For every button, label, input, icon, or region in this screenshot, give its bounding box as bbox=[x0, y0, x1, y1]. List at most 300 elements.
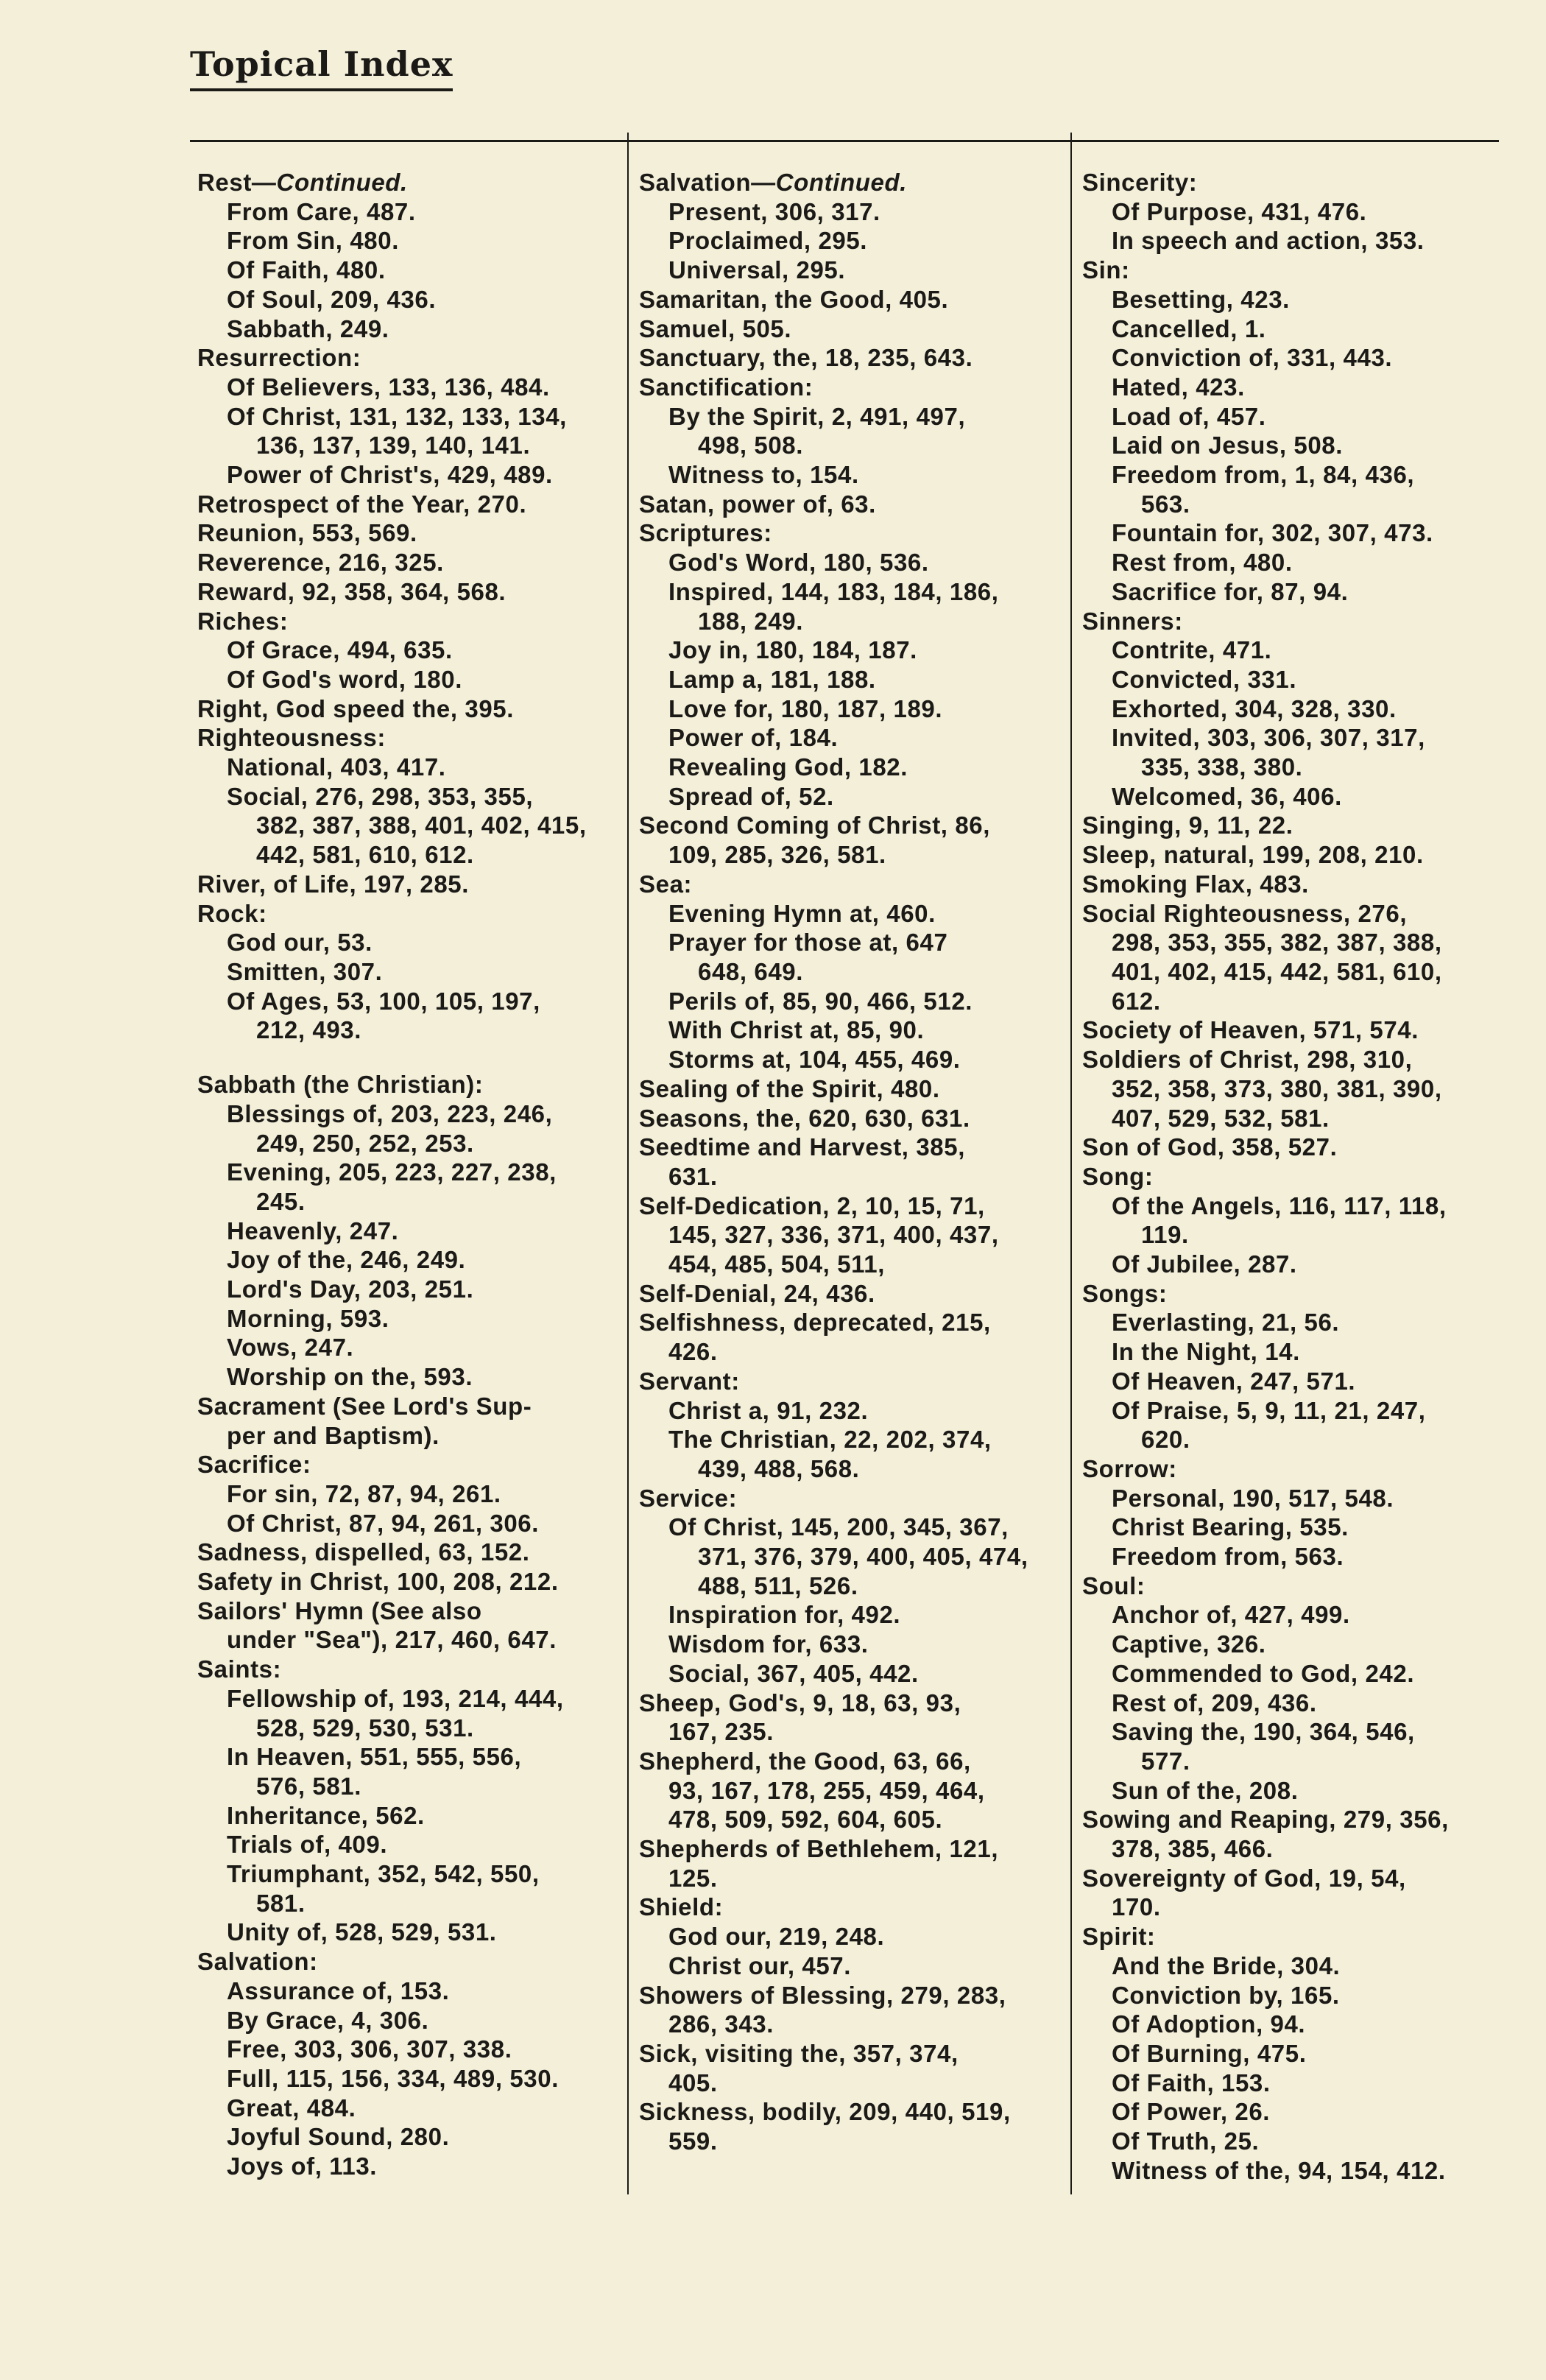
entry-text: From Care, 487. bbox=[227, 197, 416, 225]
index-heading bbox=[1082, 899, 1509, 929]
index-subentry bbox=[639, 1659, 1066, 1689]
index-heading bbox=[639, 1367, 1066, 1396]
index-subentry bbox=[197, 226, 624, 256]
entry-text: Spread of, 52. bbox=[668, 782, 834, 810]
index-subentry bbox=[197, 1918, 624, 1947]
entry-text: Social, 367, 405, 442. bbox=[668, 1659, 919, 1687]
entry-text: 245. bbox=[256, 1187, 306, 1215]
column-divider bbox=[1070, 133, 1072, 2194]
entry-text: Righteousness: bbox=[197, 724, 386, 752]
entry-text: Fountain for, 302, 307, 473. bbox=[1112, 519, 1433, 547]
index-subentry bbox=[639, 548, 1066, 577]
index-heading bbox=[639, 1689, 1066, 1718]
index-subentry bbox=[197, 1217, 624, 1246]
index-subentry bbox=[639, 402, 1066, 432]
entry-text: Salvation— bbox=[639, 169, 776, 196]
index-heading bbox=[639, 1981, 1066, 2010]
index-subentry bbox=[1082, 460, 1509, 490]
index-continuation bbox=[1082, 753, 1509, 782]
entry-text: Scriptures: bbox=[639, 519, 772, 547]
index-heading bbox=[197, 1450, 624, 1479]
entry-text: Free, 303, 306, 307, 338. bbox=[227, 2035, 512, 2063]
entry-text: Unity of, 528, 529, 531. bbox=[227, 1918, 497, 1946]
index-subentry bbox=[1082, 314, 1509, 344]
entry-text: Sin: bbox=[1082, 256, 1130, 284]
index-subentry bbox=[639, 1776, 1066, 1806]
index-subentry bbox=[197, 285, 624, 314]
index-heading bbox=[197, 1070, 624, 1099]
entry-text: Soul: bbox=[1082, 1571, 1146, 1599]
entry-text: Conviction of, 331, 443. bbox=[1112, 344, 1393, 372]
index-subentry bbox=[197, 1859, 624, 1889]
index-subentry bbox=[197, 1158, 624, 1187]
entry-text: Sleep, natural, 199, 208, 210. bbox=[1082, 841, 1424, 869]
entry-text: Hated, 423. bbox=[1112, 373, 1245, 401]
entry-text: And the Bride, 304. bbox=[1112, 1951, 1341, 1979]
index-heading bbox=[1082, 1045, 1509, 1074]
index-continuation bbox=[197, 431, 624, 460]
index-subentry bbox=[197, 197, 624, 227]
page-title: Topical Index bbox=[190, 43, 453, 91]
index-heading bbox=[1082, 607, 1509, 636]
entry-text: 405. bbox=[668, 2069, 718, 2096]
index-subentry bbox=[1082, 1893, 1509, 1922]
index-continuation bbox=[197, 1889, 624, 1918]
entry-text: per and Baptism). bbox=[227, 1421, 440, 1449]
index-subentry bbox=[197, 1801, 624, 1831]
continued-label: Continued. bbox=[775, 169, 908, 196]
index-subentry bbox=[639, 782, 1066, 811]
entry-text: Of Adoption, 94. bbox=[1112, 2010, 1306, 2038]
index-subentry bbox=[1082, 1776, 1509, 1806]
index-subentry bbox=[1082, 1337, 1509, 1367]
index-continuation bbox=[197, 1772, 624, 1801]
entry-text: 559. bbox=[668, 2127, 718, 2155]
index-continuation bbox=[1082, 490, 1509, 519]
index-subentry bbox=[1082, 1513, 1509, 1542]
index-subentry bbox=[639, 928, 1066, 957]
entry-text: Soldiers of Christ, 298, 310, bbox=[1082, 1046, 1413, 1074]
entry-text: Power of, 184. bbox=[668, 724, 839, 752]
entry-text: Sacrifice for, 87, 94. bbox=[1112, 577, 1349, 605]
index-heading bbox=[639, 373, 1066, 402]
entry-text: Worship on the, 593. bbox=[227, 1363, 473, 1391]
index-subentry bbox=[1082, 723, 1509, 753]
index-heading bbox=[639, 1308, 1066, 1337]
entry-text: The Christian, 22, 202, 374, bbox=[668, 1426, 992, 1454]
index-heading bbox=[197, 1392, 624, 1421]
index-subentry bbox=[1082, 1659, 1509, 1689]
entry-text: 109, 285, 326, 581. bbox=[668, 841, 886, 869]
index-subentry bbox=[639, 899, 1066, 929]
index-subentry bbox=[1082, 782, 1509, 811]
index-subentry bbox=[1082, 1542, 1509, 1571]
entry-text: Commended to God, 242. bbox=[1112, 1659, 1415, 1687]
entry-text: 620. bbox=[1141, 1426, 1190, 1454]
index-subentry bbox=[197, 1099, 624, 1129]
entry-text: Proclaimed, 295. bbox=[668, 227, 868, 255]
index-continuation bbox=[197, 1714, 624, 1743]
index-heading bbox=[1082, 1015, 1509, 1045]
entry-text: 498, 508. bbox=[698, 432, 804, 460]
entry-text: Sovereignty of God, 19, 54, bbox=[1082, 1864, 1406, 1892]
entry-text: Lamp a, 181, 188. bbox=[668, 665, 876, 693]
index-heading bbox=[1082, 1922, 1509, 1951]
entry-text: Inspired, 144, 183, 184, 186, bbox=[668, 577, 999, 605]
index-subentry bbox=[1082, 1951, 1509, 1981]
entry-text: 382, 387, 388, 401, 402, 415, bbox=[256, 811, 587, 839]
entry-text: Great, 484. bbox=[227, 2094, 356, 2122]
index-continuation bbox=[639, 1454, 1066, 1484]
entry-text: Sacrifice: bbox=[197, 1451, 311, 1479]
index-subentry bbox=[197, 782, 624, 811]
index-subentry bbox=[639, 636, 1066, 665]
entry-text: Sick, visiting the, 357, 374, bbox=[639, 2040, 959, 2067]
entry-text: 167, 235. bbox=[668, 1718, 774, 1746]
entry-text: Sanctuary, the, 18, 235, 643. bbox=[639, 344, 973, 372]
index-subentry bbox=[639, 460, 1066, 490]
index-subentry bbox=[639, 1045, 1066, 1074]
index-subentry bbox=[1082, 987, 1509, 1016]
index-subentry bbox=[1082, 577, 1509, 607]
index-subentry bbox=[1082, 1689, 1509, 1718]
column-divider bbox=[627, 133, 629, 2194]
entry-text: Anchor of, 427, 499. bbox=[1112, 1601, 1350, 1629]
entry-text: 407, 529, 532, 581. bbox=[1112, 1104, 1330, 1132]
entry-text: Heavenly, 247. bbox=[227, 1217, 399, 1244]
entry-text: Perils of, 85, 90, 466, 512. bbox=[668, 987, 973, 1015]
entry-text: under "Sea"), 217, 460, 647. bbox=[227, 1626, 557, 1654]
index-heading bbox=[197, 1655, 624, 1684]
entry-text: Conviction by, 165. bbox=[1112, 1981, 1340, 2009]
index-subentry bbox=[197, 1479, 624, 1509]
index-subentry bbox=[639, 1630, 1066, 1659]
entry-text: 454, 485, 504, 511, bbox=[668, 1250, 885, 1278]
entry-text: Of Heaven, 247, 571. bbox=[1112, 1367, 1356, 1395]
index-subentry bbox=[639, 1922, 1066, 1951]
index-subentry bbox=[1082, 431, 1509, 460]
entry-text: Sadness, dispelled, 63, 152. bbox=[197, 1538, 530, 1566]
entry-text: 528, 529, 530, 531. bbox=[256, 1714, 474, 1742]
entry-text: Son of God, 358, 527. bbox=[1082, 1133, 1338, 1161]
entry-text: Showers of Blessing, 279, 283, bbox=[639, 1981, 1006, 2009]
entry-text: Evening Hymn at, 460. bbox=[668, 899, 936, 927]
entry-text: God's Word, 180, 536. bbox=[668, 549, 929, 577]
index-heading bbox=[1082, 256, 1509, 285]
index-subentry bbox=[639, 840, 1066, 870]
index-heading bbox=[1082, 1805, 1509, 1834]
entry-text: Reverence, 216, 325. bbox=[197, 549, 444, 577]
index-subentry bbox=[1082, 373, 1509, 402]
entry-text: Sabbath, 249. bbox=[227, 314, 389, 342]
index-subentry bbox=[197, 636, 624, 665]
index-subentry bbox=[197, 1830, 624, 1859]
index-subentry bbox=[197, 1275, 624, 1304]
index-heading bbox=[639, 1133, 1066, 1162]
index-subentry bbox=[639, 694, 1066, 724]
index-subentry bbox=[1082, 548, 1509, 577]
index-heading bbox=[1082, 840, 1509, 870]
index-heading bbox=[197, 1947, 624, 1976]
entry-text: Sinners: bbox=[1082, 607, 1183, 635]
entry-text: Right, God speed the, 395. bbox=[197, 694, 515, 722]
index-subentry bbox=[639, 1162, 1066, 1191]
entry-text: Rock: bbox=[197, 899, 267, 927]
entry-text: Shepherd, the Good, 63, 66, bbox=[639, 1747, 971, 1775]
index-heading bbox=[639, 168, 1066, 197]
entry-text: Love for, 180, 187, 189. bbox=[668, 694, 943, 722]
entry-text: Fellowship of, 193, 214, 444, bbox=[227, 1684, 564, 1712]
entry-text: Self-Dedication, 2, 10, 15, 71, bbox=[639, 1191, 985, 1219]
entry-text: Revealing God, 182. bbox=[668, 753, 908, 781]
entry-text: Sun of the, 208. bbox=[1112, 1776, 1299, 1804]
index-continuation bbox=[639, 957, 1066, 987]
entry-text: Of Christ, 87, 94, 261, 306. bbox=[227, 1509, 540, 1537]
entry-text: Witness to, 154. bbox=[668, 461, 859, 489]
index-subentry bbox=[197, 665, 624, 694]
entry-text: Song: bbox=[1082, 1162, 1154, 1190]
entry-text: 212, 493. bbox=[256, 1016, 362, 1044]
index-subentry bbox=[639, 2069, 1066, 2098]
entry-text: Social Righteousness, 276, bbox=[1082, 899, 1408, 927]
index-heading bbox=[1082, 168, 1509, 197]
entry-text: Servant: bbox=[639, 1367, 740, 1395]
index-subentry bbox=[1082, 2039, 1509, 2069]
index-continuation bbox=[639, 1542, 1066, 1571]
entry-text: By Grace, 4, 306. bbox=[227, 2006, 429, 2034]
index-subentry bbox=[1082, 285, 1509, 314]
index-heading bbox=[1082, 1864, 1509, 1893]
entry-text: Christ our, 457. bbox=[668, 1951, 852, 1979]
index-heading bbox=[639, 1104, 1066, 1133]
entry-text: Joyful Sound, 280. bbox=[227, 2123, 450, 2151]
entry-text: Inheritance, 562. bbox=[227, 1801, 425, 1829]
entry-text: Laid on Jesus, 508. bbox=[1112, 432, 1344, 460]
entry-text: Of Truth, 25. bbox=[1112, 2127, 1260, 2155]
index-heading bbox=[197, 607, 624, 636]
index-subentry bbox=[1082, 1717, 1509, 1747]
entry-text: Sabbath (the Christian): bbox=[197, 1071, 484, 1099]
index-subentry bbox=[639, 2127, 1066, 2156]
entry-text: Songs: bbox=[1082, 1279, 1168, 1307]
index-subentry bbox=[639, 753, 1066, 782]
entry-text: 631. bbox=[668, 1162, 718, 1190]
index-subentry bbox=[1082, 1981, 1509, 2010]
entry-text: Sickness, bodily, 209, 440, 519, bbox=[639, 2098, 1011, 2126]
index-heading bbox=[1082, 1454, 1509, 1484]
index-subentry bbox=[1082, 197, 1509, 227]
index-subentry bbox=[1082, 928, 1509, 957]
index-subentry bbox=[639, 723, 1066, 753]
index-subentry bbox=[1082, 1600, 1509, 1630]
entry-text: Reunion, 553, 569. bbox=[197, 519, 417, 547]
entry-text: Retrospect of the Year, 270. bbox=[197, 490, 527, 518]
index-continuation bbox=[197, 840, 624, 870]
index-subentry bbox=[1082, 2156, 1509, 2186]
entry-text: Joy in, 180, 184, 187. bbox=[668, 636, 917, 664]
entry-text: Prayer for those at, 647 bbox=[668, 929, 948, 957]
entry-text: Assurance of, 153. bbox=[227, 1976, 450, 2004]
entry-text: Of Soul, 209, 436. bbox=[227, 285, 437, 313]
index-heading bbox=[197, 694, 624, 724]
entry-text: In the Night, 14. bbox=[1112, 1338, 1300, 1366]
index-heading bbox=[197, 168, 624, 197]
entry-text: 478, 509, 592, 604, 605. bbox=[668, 1806, 943, 1834]
entry-text: 249, 250, 252, 253. bbox=[256, 1129, 474, 1157]
index-subentry bbox=[197, 373, 624, 402]
index-heading bbox=[639, 2097, 1066, 2127]
index-heading bbox=[639, 811, 1066, 840]
entry-text: Safety in Christ, 100, 208, 212. bbox=[197, 1568, 559, 1596]
index-heading bbox=[197, 723, 624, 753]
entry-text: Convicted, 331. bbox=[1112, 665, 1297, 693]
entry-text: God our, 219, 248. bbox=[668, 1923, 885, 1951]
index-subentry bbox=[197, 402, 624, 432]
index-subentry bbox=[1082, 1484, 1509, 1513]
entry-text: Riches: bbox=[197, 607, 289, 635]
entry-text: 119. bbox=[1141, 1221, 1189, 1249]
index-heading bbox=[197, 870, 624, 899]
index-heading bbox=[197, 490, 624, 519]
entry-text: Captive, 326. bbox=[1112, 1630, 1266, 1658]
index-heading bbox=[639, 343, 1066, 373]
entry-text: Besetting, 423. bbox=[1112, 285, 1290, 313]
entry-text: Load of, 457. bbox=[1112, 402, 1266, 430]
entry-text: Sealing of the Spirit, 480. bbox=[639, 1074, 940, 1102]
entry-text: Seedtime and Harvest, 385, bbox=[639, 1133, 965, 1161]
entry-text: River, of Life, 197, 285. bbox=[197, 870, 470, 898]
entry-text: Sowing and Reaping, 279, 356, bbox=[1082, 1806, 1449, 1834]
entry-text: 93, 167, 178, 255, 459, 464, bbox=[668, 1776, 985, 1804]
entry-text: Contrite, 471. bbox=[1112, 636, 1272, 664]
entry-text: 170. bbox=[1112, 1893, 1161, 1921]
index-heading bbox=[1082, 1571, 1509, 1601]
index-subentry bbox=[639, 1513, 1066, 1542]
index-heading bbox=[1082, 1133, 1509, 1162]
index-subentry bbox=[1082, 2069, 1509, 2098]
entry-text: Christ a, 91, 232. bbox=[668, 1396, 869, 1424]
index-subentry bbox=[1082, 636, 1509, 665]
index-subentry bbox=[1082, 1367, 1509, 1396]
entry-text: 577. bbox=[1141, 1747, 1190, 1775]
index-heading bbox=[197, 1596, 624, 1626]
index-subentry bbox=[197, 314, 624, 344]
entry-text: From Sin, 480. bbox=[227, 227, 399, 255]
index-column-3 bbox=[1082, 168, 1509, 2186]
index-heading bbox=[197, 548, 624, 577]
index-subentry bbox=[1082, 1074, 1509, 1104]
entry-text: Witness of the, 94, 154, 412. bbox=[1112, 2156, 1446, 2184]
index-subentry bbox=[197, 1421, 624, 1451]
entry-text: Singing, 9, 11, 22. bbox=[1082, 811, 1293, 839]
entry-text: Of Faith, 153. bbox=[1112, 2069, 1271, 2096]
index-subentry bbox=[1082, 1630, 1509, 1659]
index-heading bbox=[197, 577, 624, 607]
index-subentry bbox=[1082, 2097, 1509, 2127]
index-subentry bbox=[639, 665, 1066, 694]
index-subentry bbox=[639, 1396, 1066, 1426]
entry-text: Of Purpose, 431, 476. bbox=[1112, 197, 1367, 225]
entry-text: Freedom from, 563. bbox=[1112, 1543, 1344, 1571]
entry-text: Present, 306, 317. bbox=[668, 197, 880, 225]
index-column-1 bbox=[197, 168, 624, 2181]
index-subentry bbox=[639, 1717, 1066, 1747]
index-subentry bbox=[197, 987, 624, 1016]
entry-text: Vows, 247. bbox=[227, 1334, 354, 1362]
entry-text: Cancelled, 1. bbox=[1112, 314, 1266, 342]
entry-text: Sailors' Hymn (See also bbox=[197, 1596, 482, 1624]
index-continuation bbox=[1082, 1747, 1509, 1776]
index-heading bbox=[639, 2039, 1066, 2069]
entry-text: Of Praise, 5, 9, 11, 21, 247, bbox=[1112, 1396, 1426, 1424]
index-heading bbox=[639, 1834, 1066, 1864]
section-spacer bbox=[197, 1045, 624, 1070]
index-column-2 bbox=[639, 168, 1066, 2156]
entry-text: Sacrament (See Lord's Sup- bbox=[197, 1392, 532, 1420]
entry-text: Selfishness, deprecated, 215, bbox=[639, 1309, 991, 1337]
index-subentry bbox=[639, 1951, 1066, 1981]
entry-text: Saving the, 190, 364, 546, bbox=[1112, 1718, 1415, 1746]
entry-text: 426. bbox=[668, 1338, 718, 1366]
entry-text: Of Power, 26. bbox=[1112, 2098, 1271, 2126]
entry-text: 145, 327, 336, 371, 400, 437, bbox=[668, 1221, 999, 1249]
index-subentry bbox=[197, 2094, 624, 2123]
entry-text: Shield: bbox=[639, 1893, 724, 1921]
entry-text: Everlasting, 21, 56. bbox=[1112, 1309, 1340, 1337]
entry-text: Of Grace, 494, 635. bbox=[227, 636, 453, 664]
entry-text: Triumphant, 352, 542, 550, bbox=[227, 1860, 540, 1888]
entry-text: Lord's Day, 203, 251. bbox=[227, 1275, 474, 1303]
entry-text: 378, 385, 466. bbox=[1112, 1835, 1274, 1863]
index-heading bbox=[197, 518, 624, 548]
entry-text: 442, 581, 610, 612. bbox=[256, 841, 474, 869]
entry-text: Joys of, 113. bbox=[227, 2152, 378, 2180]
index-subentry bbox=[639, 197, 1066, 227]
index-heading bbox=[639, 1747, 1066, 1776]
entry-text: Samaritan, the Good, 405. bbox=[639, 285, 949, 313]
entry-text: Evening, 205, 223, 227, 238, bbox=[227, 1158, 557, 1186]
index-subentry bbox=[639, 1805, 1066, 1834]
entry-text: Sorrow: bbox=[1082, 1454, 1177, 1482]
index-subentry bbox=[1082, 518, 1509, 548]
entry-text: Storms at, 104, 455, 469. bbox=[668, 1046, 961, 1074]
index-subentry bbox=[639, 1220, 1066, 1250]
index-heading bbox=[197, 343, 624, 373]
entry-text: Personal, 190, 517, 548. bbox=[1112, 1484, 1394, 1512]
entry-text: Morning, 593. bbox=[227, 1304, 389, 1332]
entry-text: Rest from, 480. bbox=[1112, 549, 1293, 577]
entry-text: Of Christ, 145, 200, 345, 367, bbox=[668, 1513, 1009, 1541]
index-subentry bbox=[1082, 343, 1509, 373]
index-continuation bbox=[639, 431, 1066, 460]
index-subentry bbox=[197, 1976, 624, 2006]
entry-text: Of the Angels, 116, 117, 118, bbox=[1112, 1191, 1447, 1219]
index-subentry bbox=[1082, 2010, 1509, 2039]
index-subentry bbox=[197, 1304, 624, 1334]
index-continuation bbox=[639, 607, 1066, 636]
index-subentry bbox=[639, 1337, 1066, 1367]
entry-text: Welcomed, 36, 406. bbox=[1112, 782, 1342, 810]
entry-text: Second Coming of Christ, 86, bbox=[639, 811, 991, 839]
index-subentry bbox=[197, 1362, 624, 1392]
index-continuation bbox=[197, 1015, 624, 1045]
index-heading bbox=[639, 1279, 1066, 1309]
entry-text: 125. bbox=[668, 1864, 718, 1892]
index-continuation bbox=[197, 1187, 624, 1217]
entry-text: Society of Heaven, 571, 574. bbox=[1082, 1016, 1419, 1044]
entry-text: Of Jubilee, 287. bbox=[1112, 1250, 1297, 1278]
entry-text: 188, 249. bbox=[698, 607, 804, 635]
